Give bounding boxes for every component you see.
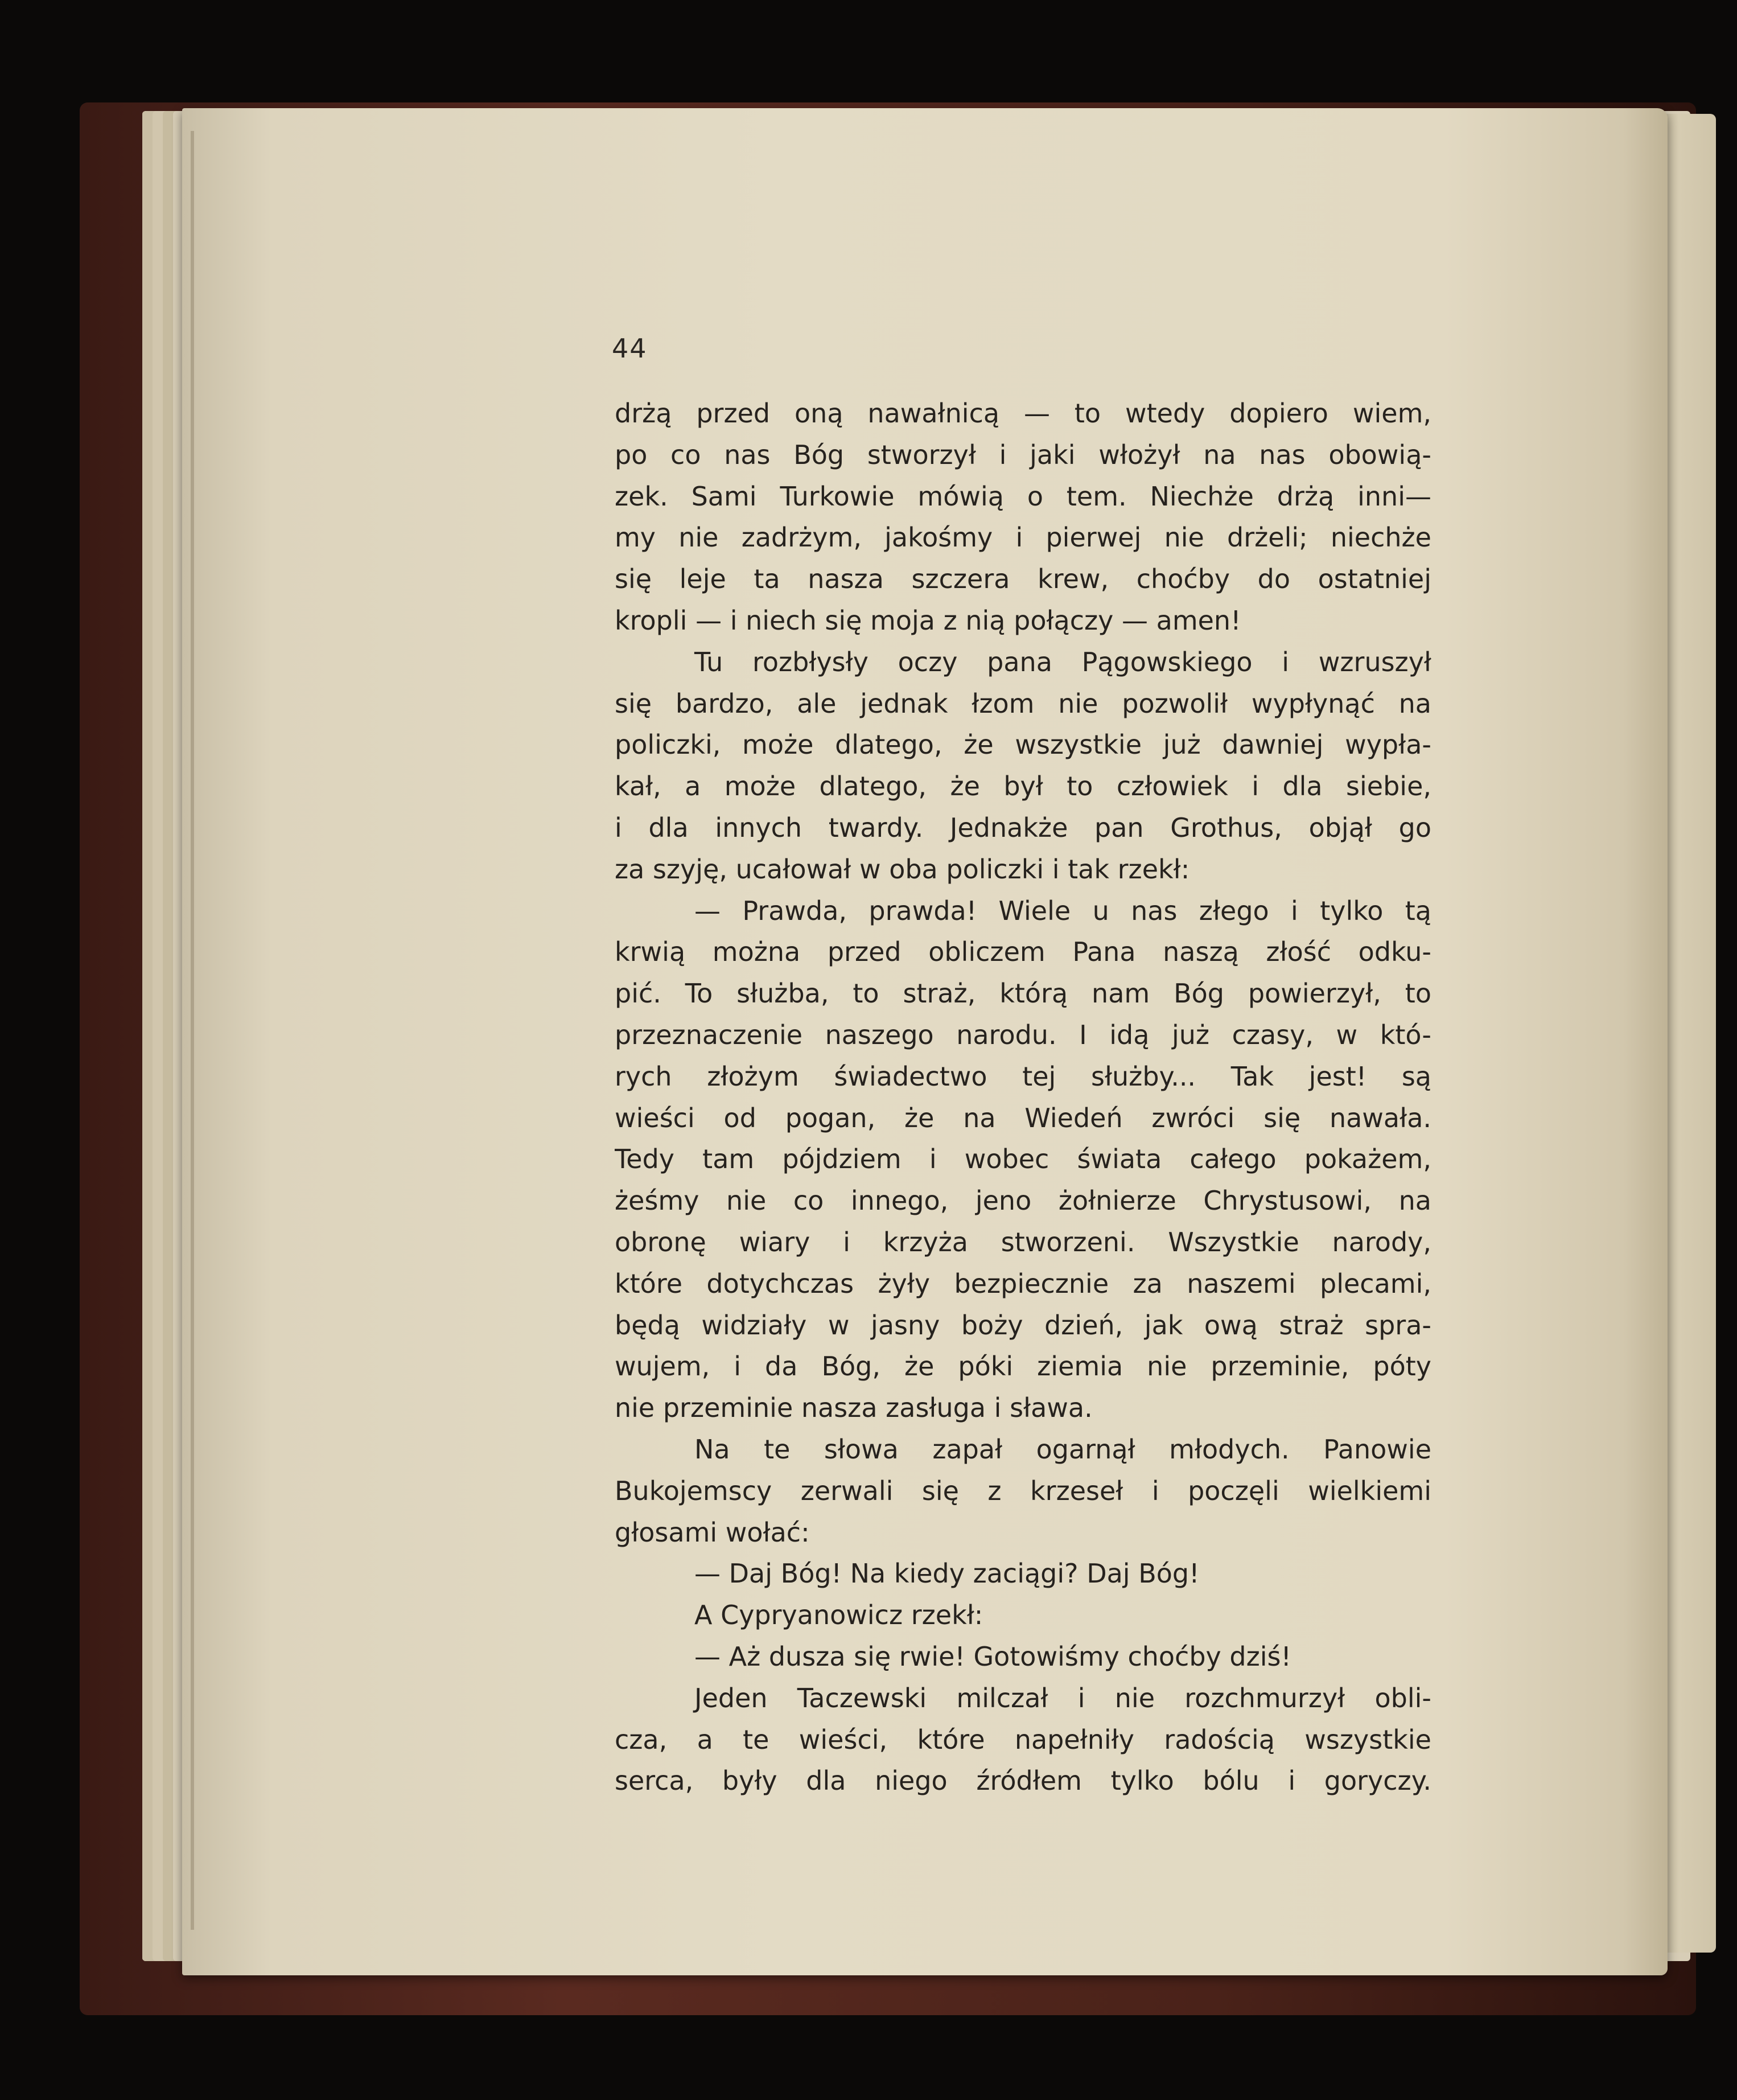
text-line: wieści od pogan, że na Wiedeń zwróci się nawała.: [615, 1102, 1431, 1133]
text-line: które dotychczas żyły bezpiecznie za naszemi plecami,: [615, 1268, 1431, 1299]
text-line: głosami wołać:: [615, 1517, 810, 1548]
text-line: nie przeminie nasza zasługa i sława.: [615, 1392, 1093, 1424]
text-line: A Cypryanowicz rzekł:: [694, 1600, 983, 1631]
text-line: — Aż dusza się rwie! Gotowiśmy choćby dziś!: [694, 1641, 1291, 1672]
text-line: drżą przed oną nawałnicą — to wtedy dopiero wiem,: [615, 398, 1431, 429]
text-line: Jeden Taczewski milczał i nie rozchmurzył obli-: [694, 1682, 1431, 1713]
text-line: serca, były dla niego źródłem tylko bólu i goryczy.: [615, 1765, 1431, 1797]
text-line: będą widziały w jasny boży dzień, jak ową straż spra-: [615, 1309, 1431, 1341]
text-line: za szyję, ucałował w oba policzki i tak rzekł:: [615, 853, 1190, 885]
text-line: obronę wiary i krzyża stworzeni. Wszystkie narody,: [615, 1226, 1431, 1257]
text-line: Tu rozbłysły oczy pana Pągowskiego i wzruszył: [694, 646, 1431, 677]
text-line: kał, a może dlatego, że był to człowiek i dla siebie,: [615, 771, 1431, 802]
text-line: Tedy tam pójdziem i wobec świata całego pokażem,: [615, 1144, 1431, 1175]
text-line: pić. To służba, to straż, którą nam Bóg powierzył, to: [615, 978, 1431, 1009]
text-line: my nie zadrżym, jakośmy i pierwej nie drżeli; niechże: [615, 522, 1431, 553]
text-line: cza, a te wieści, które napełniły radością wszystkie: [615, 1724, 1431, 1755]
text-line: Na te słowa zapał ogarnął młodych. Panowie: [694, 1433, 1431, 1465]
text-line: rych złożym świadectwo tej służby... Tak jest! są: [615, 1061, 1431, 1092]
text-line: policzki, może dlatego, że wszystkie już dawniej wypła-: [615, 729, 1431, 761]
text-line: Bukojemscy zerwali się z krzeseł i poczęli wielkiemi: [615, 1475, 1431, 1506]
text-line: się bardzo, ale jednak łzom nie pozwolił wypłynąć na: [615, 688, 1431, 719]
text-line: — Daj Bóg! Na kiedy zaciągi? Daj Bóg!: [694, 1558, 1200, 1589]
text-line: kropli — i niech się moja z nią połączy — amen!: [615, 605, 1241, 636]
page-body-text: [615, 393, 1431, 1802]
text-line: się leje ta nasza szczera krew, choćby do ostatniej: [615, 564, 1431, 595]
text-line: wujem, i da Bóg, że póki ziemia nie przeminie, póty: [615, 1351, 1431, 1382]
text-line: — Prawda, prawda! Wiele u nas złego i tylko tą: [694, 895, 1431, 926]
text-line: po co nas Bóg stworzył i jaki włożył na nas obowią-: [615, 439, 1431, 470]
text-line: krwią można przed obliczem Pana naszą złość odku-: [615, 936, 1431, 968]
text-line: i dla innych twardy. Jednakże pan Grothus, objął go: [615, 812, 1431, 843]
text-line: żeśmy nie co innego, jeno żołnierze Chrystusowi, na: [615, 1185, 1431, 1217]
gutter-shadow: [191, 131, 194, 1930]
text-line: przeznaczenie naszego narodu. I idą już czasy, w któ-: [615, 1019, 1431, 1050]
page-number: 44: [612, 333, 648, 364]
text-line: zek. Sami Turkowie mówią o tem. Niechże drżą inni—: [615, 480, 1431, 512]
